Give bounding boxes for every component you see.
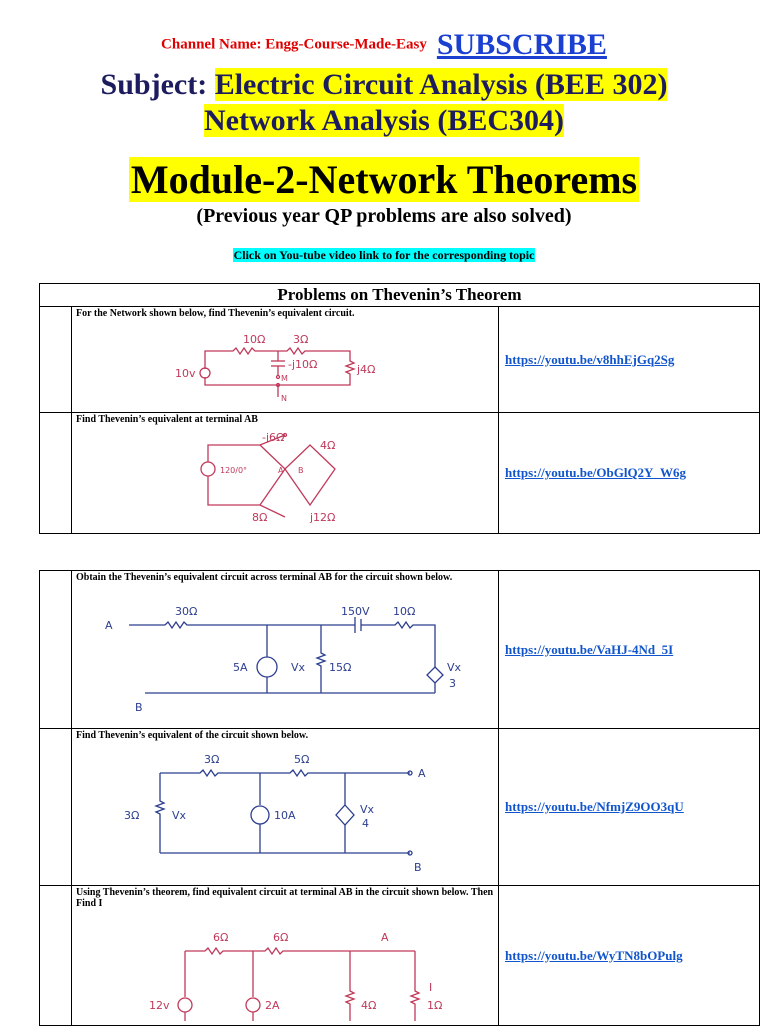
- question-text: Find Thevenin’s equivalent at terminal AB: [76, 414, 258, 425]
- label-5ohm: 5Ω: [294, 753, 310, 766]
- problems-table-1: [39, 283, 760, 534]
- circuit-diagram: [105, 585, 465, 715]
- link-cell: [499, 307, 760, 413]
- label-10v: 10v: [175, 367, 196, 380]
- label-terminal-a: A: [418, 767, 426, 780]
- label-terminal-a: A: [381, 931, 389, 944]
- channel-header: [0, 28, 768, 62]
- label-150v: 150V: [341, 605, 370, 618]
- label-30ohm: 30Ω: [175, 605, 198, 618]
- label-source: 120/0°: [220, 466, 248, 475]
- label-2a: 2A: [265, 999, 280, 1012]
- question-text: Using Thevenin’s theorem, find equivalent circuit at terminal AB in the circuit shown below. Then Find I: [76, 887, 494, 909]
- label-4ohm: 4Ω: [320, 439, 336, 452]
- link-cell: [499, 571, 760, 729]
- link-cell: [499, 729, 760, 886]
- subject-course-1: Electric Circuit Analysis (BEE 302): [214, 68, 668, 101]
- label-terminal-a: A: [105, 619, 113, 632]
- label-terminal-b: B: [135, 701, 143, 714]
- table-row: [40, 307, 760, 413]
- label-8ohm: 8Ω: [252, 511, 268, 524]
- link-cell: [499, 886, 760, 1026]
- label-12v: 12v: [149, 999, 170, 1012]
- subject-label: Subject:: [100, 68, 208, 101]
- label-5a: 5A: [233, 661, 248, 674]
- question-cell: [72, 729, 499, 886]
- question-cell: [72, 413, 499, 534]
- label-3ohm-left: 3Ω: [124, 809, 140, 822]
- label-n: N: [281, 394, 287, 403]
- table-row: [40, 886, 760, 1026]
- youtube-link[interactable]: https://youtu.be/NfmjZ9OO3qU: [505, 799, 684, 814]
- youtube-link[interactable]: https://youtu.be/VaHJ-4Nd_5I: [505, 641, 674, 657]
- circuit-diagram: [105, 911, 465, 1021]
- row-index-cell: [40, 571, 72, 729]
- label-6ohm-2: 6Ω: [273, 931, 289, 944]
- label-m: M: [281, 374, 288, 383]
- module-title: [0, 156, 768, 203]
- click-note-text: Click on You-tube video link to for the corresponding topic: [233, 248, 535, 262]
- subscribe-link[interactable]: SUBSCRIBE: [436, 28, 607, 61]
- question-cell: [72, 307, 499, 413]
- row-index-cell: [40, 413, 72, 534]
- channel-name: Channel Name: Engg-Course-Made-Easy: [161, 36, 427, 53]
- click-note: [0, 248, 768, 263]
- link-cell: [499, 413, 760, 534]
- youtube-link[interactable]: https://youtu.be/WyTN8bOPulg: [505, 947, 683, 963]
- label-j6: -j6Ω: [262, 431, 285, 444]
- label-3ohm-top: 3Ω: [204, 753, 220, 766]
- label-a: A: [278, 466, 284, 475]
- label-vx: Vx: [172, 809, 187, 822]
- subtitle: (Previous year QP problems are also solved): [196, 205, 572, 227]
- circuit-diagram: [190, 427, 380, 527]
- label-vx-den: 3: [449, 677, 456, 690]
- youtube-link[interactable]: https://youtu.be/v8hhEjGq2Sg: [505, 351, 675, 367]
- label-4ohm: 4Ω: [361, 999, 377, 1012]
- table-row: [40, 571, 760, 729]
- table-row: [40, 413, 760, 534]
- label-j10: -j10Ω: [288, 358, 318, 371]
- row-index-cell: [40, 307, 72, 413]
- module-title-text: Module-2-Network Theorems: [130, 157, 638, 202]
- row-index-cell: [40, 886, 72, 1026]
- row-index-cell: [40, 729, 72, 886]
- label-10ohm: 10Ω: [393, 605, 416, 618]
- subject-course-2: Network Analysis (BEC304): [203, 104, 564, 137]
- label-10ohm: 10Ω: [243, 333, 266, 346]
- label-j12: j12Ω: [310, 511, 336, 524]
- table-heading: Problems on Thevenin’s Theorem: [40, 284, 760, 307]
- label-3ohm: 3Ω: [293, 333, 309, 346]
- label-j4: j4Ω: [357, 363, 376, 376]
- subject-line-2: [0, 104, 768, 138]
- label-vx-den: 4: [362, 817, 369, 830]
- label-1ohm: 1Ω: [427, 999, 443, 1012]
- label-vx-num: Vx: [360, 803, 375, 816]
- label-current-i: I: [429, 981, 433, 994]
- question-cell: [72, 571, 499, 729]
- problems-table-2: [39, 570, 760, 1026]
- subject-line-1: [0, 68, 768, 102]
- label-6ohm-1: 6Ω: [213, 931, 229, 944]
- question-text: Obtain the Thevenin’s equivalent circuit across terminal AB for the circuit shown below.: [76, 572, 453, 583]
- youtube-link[interactable]: https://youtu.be/ObGlQ2Y_W6g: [505, 465, 686, 480]
- label-b: B: [298, 466, 304, 475]
- circuit-diagram: [120, 743, 450, 875]
- label-terminal-b: B: [414, 861, 422, 874]
- label-10a: 10A: [274, 809, 296, 822]
- label-vx: Vx: [291, 661, 306, 674]
- table-row: [40, 729, 760, 886]
- question-text: Find Thevenin’s equivalent of the circuit shown below.: [76, 730, 309, 741]
- label-15ohm: 15Ω: [329, 661, 352, 674]
- question-cell: [72, 886, 499, 1026]
- label-vx-num: Vx: [447, 661, 462, 674]
- circuit-diagram: [175, 321, 395, 407]
- question-text: For the Network shown below, find Thevenin’s equivalent circuit.: [76, 308, 355, 319]
